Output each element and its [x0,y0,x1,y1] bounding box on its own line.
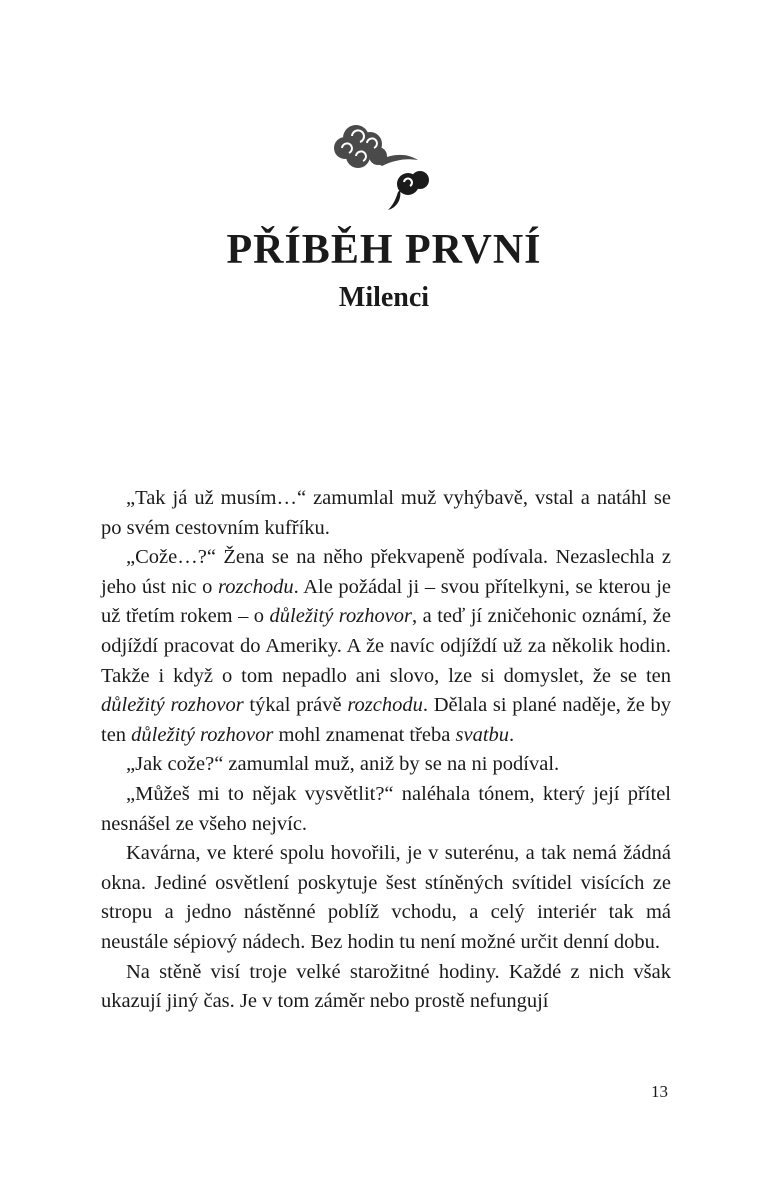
paragraph [101,839,671,957]
chapter-title: PŘÍBĚH PRVNÍ [226,227,542,273]
chapter-subtitle: Milenci [338,282,430,313]
emphasized-text: svatbu [455,723,510,746]
text-run: Kavárna, ve které spolu hovořili, je v suterénu, a tak nemá žádná okna. Jediné osvětlení poskytuje šest stíněných svítidel visících ze stropu a jedno nástěnné poblíž vchodu, a celý interiér tak má neustále sépiový nádech. Bez hodin tu není možné určit denní dobu. [101,842,671,953]
page-number: 13 [651,1082,668,1101]
text-run: týkal právě [243,694,348,717]
paragraph [101,543,671,750]
text-run: „Cože…?“ Žena se na něho překvapeně podívala. Nezaslechla z jeho úst nic o [101,546,671,598]
emphasized-text: důležitý rozhovor [269,605,413,628]
text-run: . [509,723,515,746]
emphasized-text: důležitý rozhovor [101,694,244,717]
paragraph [101,958,671,1017]
text-run: Na stěně visí troje velké starožitné hodiny. Každé z nich však ukazují jiný čas. Je v tom záměr nebo prostě nefungují [101,960,671,1013]
emphasized-text: rozchodu [347,694,423,717]
text-run: , a teď jí zničehonic oznámí, že odjíždí pracovat do Ameriky. A že navíc odjíždí už za několik hodin. Takže i když o tom nepadlo ani slovo, lze si domyslet, že se ten [101,605,671,687]
text-run: mohl znamenat třeba [273,723,456,746]
text-run: „Tak já už musím…“ zamumlal muž vyhýbavě, vstal a natáhl se po svém cestovním kufříku. [101,487,671,539]
text-run: „Jak cože?“ zamumlal muž, aniž by se na ni podíval. [126,753,560,776]
emphasized-text: rozchodu [218,575,294,598]
text-run: . Ale požádal ji – svou přítelkyni, se kterou je už třetím rokem – o [101,575,672,628]
cloud-ornament-icon [330,118,430,213]
text-run: . Dělala si plané naděje, že by ten [101,694,672,746]
text-run: „Můžeš mi to nějak vysvětlit?“ naléhala tónem, který její přítel nesnášel ze všeho nejvíc. [101,782,671,835]
paragraph [101,750,671,780]
paragraph [101,484,671,543]
emphasized-text: důležitý rozhovor [131,723,274,746]
paragraph [101,780,671,839]
chapter-body-text [101,484,671,1017]
